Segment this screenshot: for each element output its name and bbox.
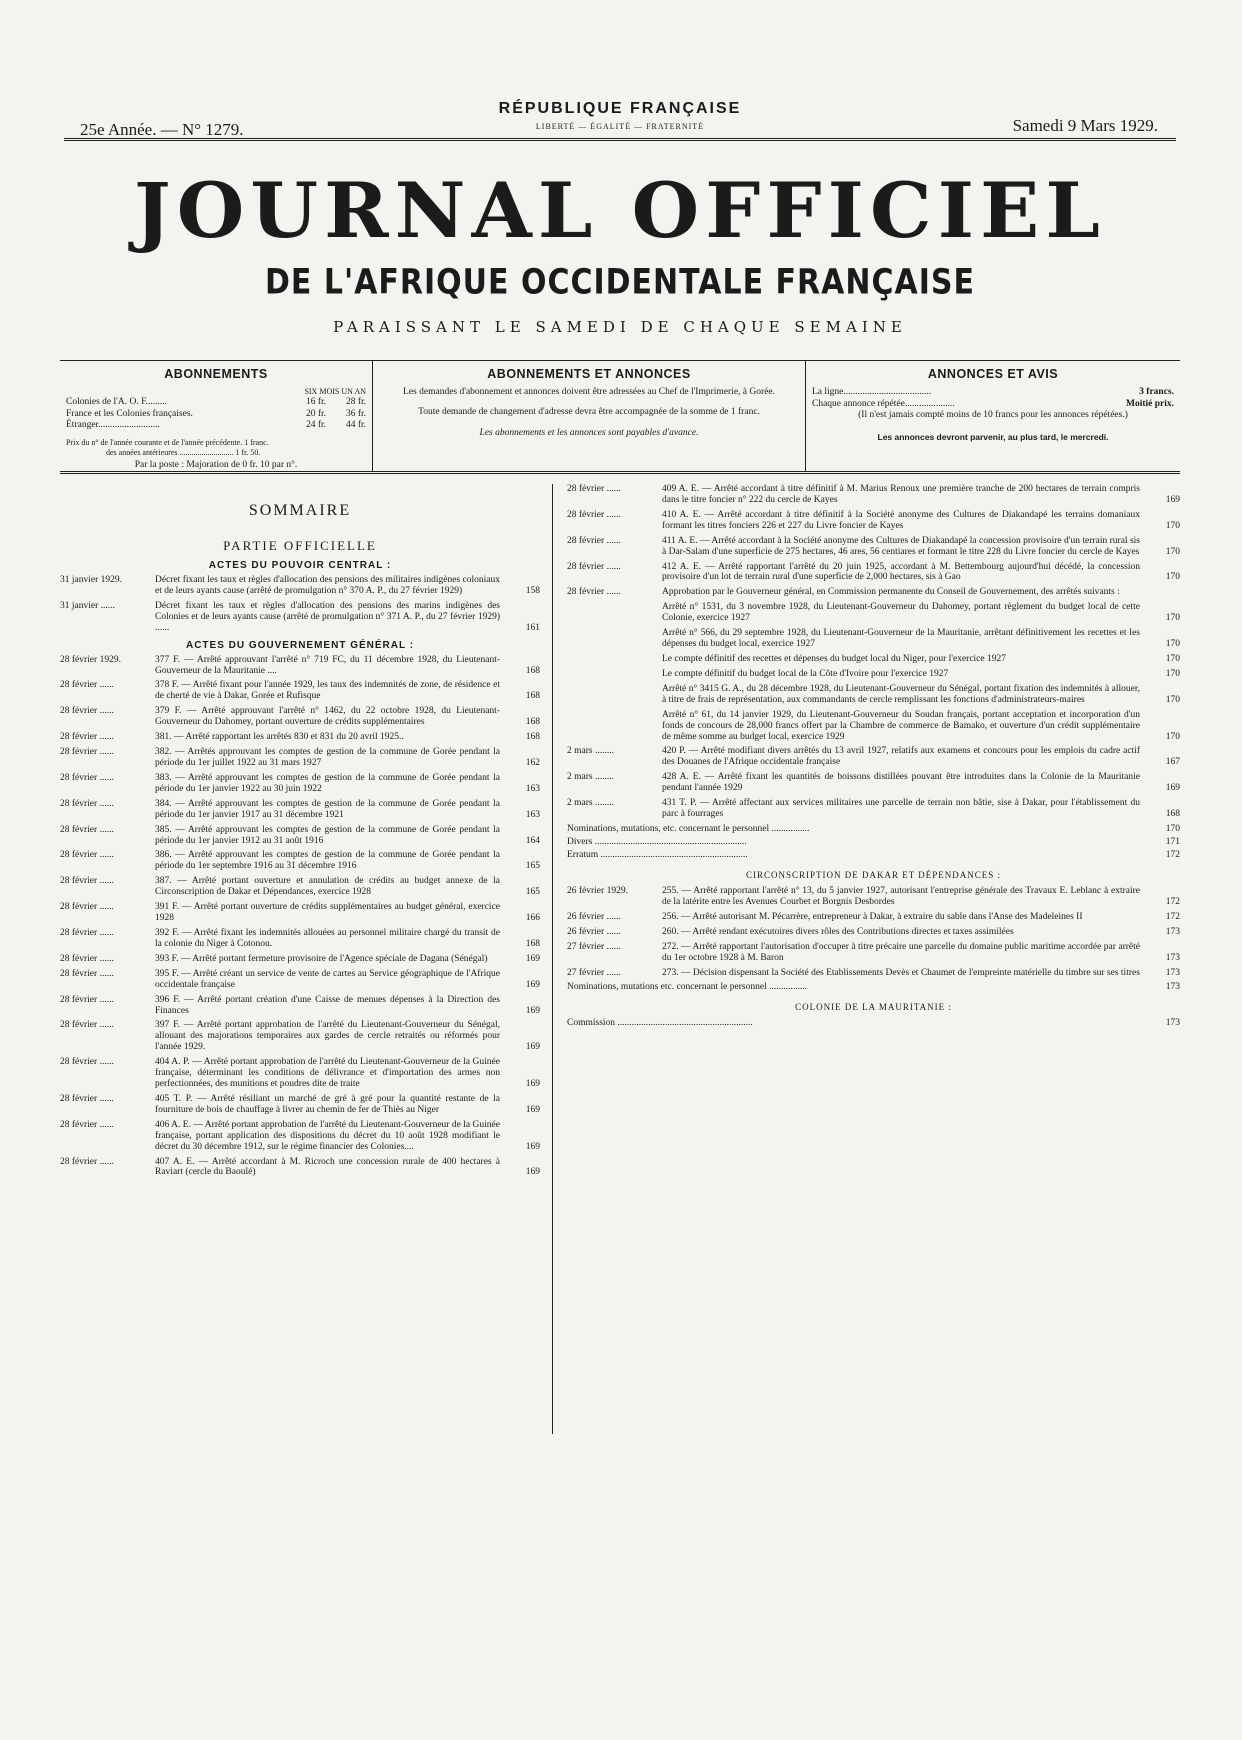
sommaire-entry	[60, 655, 540, 677]
tarif-ligne-label: La ligne.....................................	[812, 386, 932, 397]
sommaire-entry	[60, 825, 540, 847]
entry-date: 28 février ......	[567, 561, 621, 572]
section-mauritanie: COLONIE DE LA MAURITANIE :	[795, 1002, 952, 1013]
entry-page: 170	[1165, 520, 1180, 531]
issue-date: Samedi 9 Mars 1929.	[1012, 116, 1158, 135]
sommaire-entry	[567, 562, 1180, 584]
entry-text: 381. — Arrêté rapportant les arrêtés 830 et 831 du 20 avril 1925..	[155, 732, 404, 743]
entry-date: 28 février 1929.	[60, 654, 121, 665]
entry-page: 170	[1165, 572, 1180, 583]
entry-text: Le compte définitif des recettes et dépenses du budget local du Niger, pour l'exercice 1927	[662, 653, 1006, 664]
entry-date: 31 janvier ......	[60, 600, 115, 611]
sommaire-entry	[60, 747, 540, 769]
journal-subtitle: DE L'AFRIQUE OCCIDENTALE FRANÇAISE	[265, 262, 975, 303]
abonnements-box	[60, 361, 373, 471]
dakar-misc-list	[567, 982, 1180, 992]
entry-date: 28 février ......	[60, 902, 114, 913]
sommaire-entry	[60, 706, 540, 728]
sommaire-entry	[567, 484, 1180, 506]
entry-date: 28 février ......	[60, 798, 114, 809]
entry-date	[567, 654, 662, 665]
sommaire-entry	[60, 1120, 540, 1153]
dakar-list	[567, 886, 1180, 978]
entry-text: 387. — Arrêté portant ouverture et annulation de crédits au budget annexe de la Circonscription de Dakar et Dépendances, exercice 1928	[155, 876, 500, 898]
entry-text: 386. — Arrêté approuvant les comptes de gestion de la commune de Gorée pendant la période du 1er septembre 1916 au 31 décembre 1916	[155, 850, 500, 872]
section-gouvernement-general: ACTES DU GOUVERNEMENT GÉNÉRAL :	[185, 639, 415, 651]
sommaire-entry	[567, 587, 1180, 598]
entry-text: Arrêté n° 1531, du 3 novembre 1928, du Lieutenant-Gouverneur du Dahomey, portant règlement du budget local de cette Colonie, exercice 1927	[662, 602, 1140, 624]
sommaire-plain-entry	[567, 824, 1180, 834]
entry-date: 27 février ......	[567, 967, 621, 978]
entry-date: 28 février ......	[60, 927, 114, 938]
sommaire-entry	[60, 902, 540, 924]
sommaire-entry	[567, 968, 1180, 979]
issue-number: 25e Année. — N° 1279.	[80, 120, 244, 139]
sommaire-right-column	[552, 484, 1180, 1434]
entry-text: 391 F. — Arrêté portant ouverture de crédits supplémentaires au budget général, exercice 1928	[155, 902, 500, 924]
entry-page: 162	[525, 757, 540, 768]
entry-date: 28 février ......	[567, 484, 621, 494]
entry-text: Divers ................................................................	[567, 836, 747, 847]
entry-date: 28 février ......	[60, 1093, 114, 1104]
sommaire-entry	[567, 510, 1180, 532]
entry-date: 28 février ......	[60, 1156, 114, 1167]
gouvernement-general-list	[60, 655, 540, 1179]
abonnement-row	[66, 409, 366, 421]
entry-text: 395 F. — Arrêté créant un service de vente de cartes au Service géographique de l'Afrique occidentale française	[155, 968, 500, 990]
entry-text: 420 P. — Arrêté modifiant divers arrêtés du 13 avril 1927, relatifs aux examens et concours pour les emplois du cadre actif des Douanes de l'Afrique occidentale française	[662, 746, 1140, 768]
entry-text: Décret fixant les taux et règles d'allocation des pensions des marins indigènes des Colonies et de leurs ayants cause (arrêté de promulgation n° 371 A. P., du 27 février 1929) ......	[155, 600, 500, 633]
annonces-avis-box	[806, 361, 1180, 471]
entry-text: 377 F. — Arrêté approuvant l'arrêté n° 719 FC, du 11 décembre 1928, du Lieutenant-Gouverneur de la Mauritanie ....	[155, 654, 500, 676]
entry-text: 412 A. E. — Arrêté rapportant l'arrêté du 20 juin 1925, accordant à M. Bettembourg aujourd'hui décédé, la concession provisoire d'un lot de terrain rural d'une superficie de 2,000 hectares, sis à Gao	[662, 561, 1140, 583]
sommaire-entry	[60, 732, 540, 743]
entry-date: 28 février ......	[60, 772, 114, 783]
entry-text: Arrêté n° 61, du 14 janvier 1929, du Lieutenant-Gouverneur du Soudan français, portant acceptation et incorporation d'un fonds de concours de 28,000 francs offert par la Chambre de commerce de Bamako, et ouverture d'un crédit supplémentaire de même somme au budget local, exercice 1929	[662, 709, 1140, 742]
sommaire-entry	[60, 773, 540, 795]
abonnement-un-an: 36 fr.	[345, 408, 366, 419]
entry-date	[567, 669, 662, 680]
tarif-repetee	[812, 399, 1174, 411]
partie-officielle-heading: PARTIE OFFICIELLE	[223, 538, 377, 553]
entry-text: Arrêté n° 3415 G. A., du 28 décembre 1928, du Lieutenant-Gouverneur du Sénégal, portant fixation des indemnités à allouer, à titre de frais de représentation, aux commandants de cercle remplissant les fonctions d'administrateurs-maires	[662, 683, 1140, 705]
abonnement-six-mois: 24 fr.	[305, 420, 326, 431]
entry-text: 428 A. E. — Arrêté fixant les quantités de boissons distillées pouvant être introduites dans la Colonie de la Mauritanie pendant l'année 1929	[662, 772, 1140, 794]
journal-title: JOURNAL OFFICIEL	[133, 166, 1107, 255]
sommaire-entry	[567, 746, 1180, 768]
entry-date: 28 février ......	[60, 680, 114, 691]
abonnement-label: Étranger..........................	[66, 420, 160, 431]
entry-page: 165	[525, 861, 540, 872]
sommaire-entry	[567, 927, 1180, 938]
entry-text: Décret fixant les taux et règles d'allocation des pensions des militaires indigènes coloniaux et de leurs ayants cause (arrêté de promulgation n° 370 A. P., du 27 février 1929)	[155, 575, 500, 596]
entry-page: 173	[1165, 926, 1180, 937]
entry-page: 172	[1165, 896, 1180, 907]
entry-text: 409 A. E. — Arrêté accordant à titre définitif à M. Marius Renoux une première tranche de 200 hectares de terrain compris dans le titre foncier n° 222 du cercle de Kayes	[662, 484, 1140, 505]
masthead-topline	[60, 90, 1180, 138]
entry-page: 169	[1165, 494, 1180, 505]
subscription-boxes	[60, 360, 1180, 474]
abonnement-un-an: 28 fr.	[345, 396, 366, 407]
annonces-delai: Les annonces devront parvenir, au plus tard, le mercredi.	[877, 432, 1109, 443]
entry-page: 169	[525, 1167, 540, 1178]
sommaire-entry	[60, 1057, 540, 1090]
entry-page: 170	[1165, 546, 1180, 557]
entry-date: 2 mars ........	[567, 746, 614, 757]
journal-page	[60, 90, 1180, 1690]
entry-text: 392 F. — Arrêté fixant les indemnités allouées au personnel militaire chargé du transit de la colonie du Niger à Cotonou.	[155, 927, 500, 949]
tarif-repetee-value: Moitié prix.	[1125, 398, 1174, 409]
sommaire-entry	[567, 912, 1180, 923]
sommaire-entry	[60, 1020, 540, 1053]
sommaire-entry	[567, 772, 1180, 794]
sommaire-entry	[567, 654, 1180, 665]
entry-text: 379 F. — Arrêté approuvant l'arrêté n° 1462, du 22 octobre 1928, du Lieutenant-Gouverneur du Dahomey, portant ouverture de crédits supplémentaires	[155, 706, 500, 728]
abonnements-annonces-box	[373, 361, 806, 471]
entry-text: 256. — Arrêté autorisant M. Pécarrère, entrepreneur à Dakar, à extraire du sable dans l'Anse des Madeleines II	[662, 911, 1083, 922]
entry-date: 28 février ......	[60, 1119, 114, 1130]
sommaire-entry	[60, 799, 540, 821]
sommaire-entry	[60, 1157, 540, 1179]
entry-page: 170	[1165, 731, 1180, 742]
entry-text: Nominations, mutations, etc. concernant le personnel ................	[567, 823, 810, 834]
sommaire-columns	[60, 484, 1180, 1434]
entry-date: 2 mars ........	[567, 772, 614, 783]
abonnements-rows	[66, 397, 366, 433]
entry-page: 163	[525, 783, 540, 794]
entry-page: 166	[525, 913, 540, 924]
entry-page: 172	[1165, 849, 1180, 860]
entry-text: 255. — Arrêté rapportant l'arrêté n° 13, du 5 janvier 1927, autorisant l'entreprise générale des Travaux E. Leblanc à extraire de la latérite entre les Avenues Courbet et Borgnis Desbordes	[662, 885, 1140, 907]
abonnement-row	[66, 420, 366, 432]
prix-numero: Prix du n° de l'année courante et de l'année précédente. 1 franc.	[66, 438, 269, 448]
annonces-adresse: Les demandes d'abonnement et annonces doivent être adressées au Chef de l'Imprimerie, à Gorée.	[403, 386, 775, 397]
abonnement-row	[66, 397, 366, 409]
devise: LIBERTÉ — ÉGALITÉ — FRATERNITÉ	[535, 122, 705, 131]
entry-page: 170	[1165, 613, 1180, 624]
sommaire-entry	[60, 954, 540, 965]
entry-page: 169	[525, 1104, 540, 1115]
sommaire-entry	[567, 710, 1180, 743]
entry-text: 405 T. P. — Arrêté résiliant un marché de gré à gré pour la quantité restante de la fourniture de bois de chauffage à livrer au chemin de fer de Thiès au Niger	[155, 1093, 500, 1115]
sommaire-entry	[567, 886, 1180, 908]
entry-page: 173	[1165, 1018, 1180, 1029]
entry-date: 26 février ......	[567, 911, 621, 922]
entry-page: 169	[525, 953, 540, 964]
entry-date: 26 février ......	[567, 926, 621, 937]
entry-page: 172	[1165, 911, 1180, 922]
annonces-changement: Toute demande de changement d'adresse devra être accompagnée de la somme de 1 franc.	[418, 406, 760, 417]
entry-date: 26 février 1929.	[567, 885, 628, 896]
entry-text: Nominations, mutations etc. concernant le personnel ................	[567, 982, 808, 993]
entry-page: 168	[1165, 809, 1180, 820]
sommaire-heading: SOMMAIRE	[248, 502, 352, 519]
entry-text: Le compte définitif du budget local de la Côte d'Ivoire pour l'exercice 1927	[662, 668, 949, 679]
entry-page: 170	[1165, 639, 1180, 650]
abonnements-heading: ABONNEMENTS	[164, 367, 268, 381]
entry-page: 170	[1165, 653, 1180, 664]
entry-date: 28 février ......	[60, 824, 114, 835]
right-misc-list	[567, 824, 1180, 860]
entry-date: 31 janvier 1929.	[60, 575, 123, 585]
entry-text: 272. — Arrêté rapportant l'autorisation d'occuper à titre précaire une parcelle du domaine public maritime accordée par arrêté du 1er octobre 1928 à M. Baron	[662, 941, 1140, 963]
sommaire-entry	[567, 536, 1180, 558]
entry-text: 397 F. — Arrêté portant approbation de l'arrêté du Lieutenant-Gouverneur du Sénégal, allouant des majorations temporaires aux gardes de cercle retraités ou réformés pour l'année 1929.	[155, 1020, 500, 1053]
entry-date: 2 mars ........	[567, 798, 614, 809]
entry-page: 169	[1165, 783, 1180, 794]
entry-page: 168	[525, 691, 540, 702]
entry-page: 170	[1165, 823, 1180, 834]
entry-date: 28 février ......	[60, 1057, 114, 1068]
tarif-ligne-value: 3 francs.	[1139, 386, 1174, 397]
entry-page: 169	[525, 1079, 540, 1090]
entry-page: 169	[525, 1005, 540, 1016]
abonnement-six-mois: 16 fr.	[305, 396, 326, 407]
abonnement-label: France et les Colonies françaises.	[66, 408, 193, 419]
entry-text: 411 A. E. — Arrêté accordant à la Société anonyme des Cultures de Diakandapé la concession provisoire d'un terrain rural sis à Dar-Salam d'une superficie de 275 hectares, 46 ares, 56 centiares et formant le titre 228 du Livre foncier du cercle de Kayes	[662, 535, 1140, 557]
sommaire-entry	[567, 684, 1180, 706]
abonnement-un-an: 44 fr.	[345, 420, 366, 431]
sommaire-entry	[60, 680, 540, 702]
abonnements-annonces-heading: ABONNEMENTS ET ANNONCES	[487, 367, 691, 381]
entry-text: 382. — Arrêtés approuvant les comptes de gestion de la commune de Gorée pendant la période du 1er juillet 1922 au 31 mars 1927	[155, 747, 500, 768]
entry-text: 396 F. — Arrêté portant création d'une Caisse de menues dépenses à la Direction des Finances	[155, 994, 500, 1016]
entry-page: 169	[525, 1042, 540, 1053]
section-dakar: CIRCONSCRIPTION DE DAKAR ET DÉPENDANCES :	[745, 869, 1002, 880]
entry-date: 28 février ......	[60, 747, 114, 758]
sommaire-entry	[567, 628, 1180, 650]
entry-text: 431 T. P. — Arrêté affectant aux services militaires une parcelle de terrain non bâtie, sise à Dakar, pour l'établissement du parc à fourrages	[662, 798, 1140, 820]
entry-date: 28 février ......	[60, 968, 114, 979]
entry-page: 167	[1165, 757, 1180, 768]
entry-page: 173	[1165, 952, 1180, 963]
entry-page: 168	[525, 938, 540, 949]
entry-date	[567, 628, 662, 650]
entry-text: 378 F. — Arrêté fixant pour l'année 1929, les taux des indemnités de zone, de résidence et de cherté de vie à Dakar, Gorée et Rufisque	[155, 680, 500, 702]
republique-title: RÉPUBLIQUE FRANÇAISE	[498, 100, 742, 117]
sommaire-plain-entry	[567, 1018, 1180, 1028]
sommaire-entry	[60, 1094, 540, 1116]
entry-text: Commission .........................................................	[567, 1018, 753, 1029]
entry-page: 173	[1165, 967, 1180, 978]
entry-date	[567, 710, 662, 743]
entry-text: 404 A. P. — Arrêté portant approbation de l'arrêté du Lieutenant-Gouverneur de la Guinée française, déterminant les conditions de délivrance et d'importation des armes non perfectionnées, des munitions et poudres dite de traite	[155, 1057, 500, 1090]
entry-text: Arrêté n° 566, du 29 septembre 1928, du Lieutenant-Gouverneur de la Mauritanie, arrêtant définitivement les recettes et les dépenses du budget local, exercice 1927	[662, 628, 1140, 650]
right-arretes-list	[567, 484, 1180, 820]
entry-text: 406 A. E. — Arrêté portant approbation de l'arrêté du Lieutenant-Gouverneur de la Guinée française, portant application des dispositions du décret du 10 août 1928 modifiant le décret du 30 décembre 1912, sur le régime financier des Colonies....	[155, 1119, 500, 1152]
pouvoir-central-list	[60, 575, 540, 634]
prix-anterieur: des années antérieures ........................... 1 fr. 50.	[106, 448, 261, 458]
sommaire-plain-entry	[567, 837, 1180, 847]
entry-text: Erratum ..............................................................	[567, 849, 748, 860]
entry-date	[567, 684, 662, 706]
entry-date: 27 février ......	[567, 941, 621, 952]
entry-date: 28 février ......	[60, 706, 114, 717]
entry-text: Approbation par le Gouverneur général, en Commission permanente du Conseil de Gouvernement, des arrêtés suivants :	[662, 587, 1120, 598]
sommaire-entry	[60, 850, 540, 872]
entry-text: 410 A. E. — Arrêté accordant à titre définitif à la Société anonyme des Cultures de Diakandapé les terrains domaniaux formant les titres fonciers 226 et 227 du Livre foncier de Kayes	[662, 509, 1140, 531]
entry-date	[567, 602, 662, 624]
entry-page: 168	[525, 732, 540, 743]
sommaire-entry	[60, 928, 540, 950]
entry-text: 407 A. E. — Arrêté accordant à M. Ricroch une concession rurale de 400 hectares à Raviart (cercle du Baoulé)	[155, 1156, 500, 1178]
entry-date: 28 février ......	[567, 587, 621, 598]
sommaire-entry	[60, 601, 540, 634]
annonces-paiement: Les abonnements et les annonces sont payables d'avance.	[479, 428, 699, 439]
abonnement-label: Colonies de l'A. O. F.........	[66, 396, 167, 407]
poste-majoration: Par la poste : Majoration de 0 fr. 10 par n°.	[134, 460, 298, 471]
sommaire-entry	[567, 602, 1180, 624]
entry-page: 161	[525, 622, 540, 633]
entry-date: 28 février ......	[60, 994, 114, 1005]
entry-date: 28 février ......	[567, 509, 621, 520]
sommaire-plain-entry	[567, 982, 1180, 992]
sommaire-entry	[60, 575, 540, 597]
tarif-note: (Il n'est jamais compté moins de 10 francs pour les annonces répétées.)	[858, 410, 1128, 421]
sommaire-entry	[567, 669, 1180, 680]
tarif-ligne	[812, 387, 1174, 399]
entry-text: 260. — Arrêté rendant exécutoires divers rôles des Contributions directes et taxes assimilées	[662, 926, 1014, 937]
entry-page: 164	[525, 835, 540, 846]
annonces-avis-heading: ANNONCES ET AVIS	[927, 367, 1059, 381]
abonnement-six-mois: 20 fr.	[305, 408, 326, 419]
entry-page: 163	[525, 809, 540, 820]
entry-page: 170	[1165, 668, 1180, 679]
sommaire-entry	[60, 995, 540, 1017]
entry-date: 28 février ......	[567, 535, 621, 546]
entry-text: 384. — Arrêté approuvant les comptes de gestion de la commune de Gorée pendant la période du 1er janvier 1917 au 31 décembre 1921	[155, 798, 500, 820]
entry-page: 171	[1165, 836, 1180, 847]
sommaire-entry	[567, 798, 1180, 820]
entry-date: 28 février ......	[60, 1020, 114, 1031]
entry-page: 165	[525, 887, 540, 898]
entry-page: 169	[525, 1141, 540, 1152]
entry-page: 168	[525, 665, 540, 676]
entry-date: 28 février ......	[60, 732, 114, 743]
entry-page: 168	[525, 717, 540, 728]
entry-text: 393 F. — Arrêté portant fermeture provisoire de l'Agence spéciale de Dagana (Sénégal)	[155, 953, 488, 964]
entry-date: 28 février ......	[60, 876, 114, 887]
entry-page: 173	[1165, 982, 1180, 993]
abonnements-col-heads: SIX MOIS UN AN	[304, 386, 366, 396]
sommaire-plain-entry	[567, 850, 1180, 860]
sommaire-left-column	[60, 484, 552, 1434]
mauritanie-list	[567, 1018, 1180, 1028]
sommaire-entry	[60, 876, 540, 898]
entry-text: 385. — Arrêté approuvant les comptes de gestion de la commune de Gorée pendant la période du 1er janvier 1912 au 31 août 1916	[155, 824, 500, 846]
entry-text: 383. — Arrêté approuvant les comptes de gestion de la commune de Gorée pendant la période du 1er janvier 1922 au 30 juin 1922	[155, 772, 500, 794]
tarif-repetee-label: Chaque annonce répétée.....................	[812, 398, 955, 409]
sommaire-entry	[567, 942, 1180, 964]
entry-page: 170	[1165, 694, 1180, 705]
publication-frequency: PARAISSANT LE SAMEDI DE CHAQUE SEMAINE	[333, 318, 907, 336]
entry-page: 158	[525, 585, 540, 596]
section-pouvoir-central: ACTES DU POUVOIR CENTRAL :	[208, 560, 392, 571]
entry-date: 28 février ......	[60, 953, 114, 964]
entry-text: 273. — Décision dispensant la Société des Etablissements Devès et Chaumet de l'empreinte matérielle du timbre sur ses titres	[662, 967, 1140, 978]
entry-page: 169	[525, 979, 540, 990]
entry-date: 28 février ......	[60, 850, 114, 861]
sommaire-entry	[60, 969, 540, 991]
